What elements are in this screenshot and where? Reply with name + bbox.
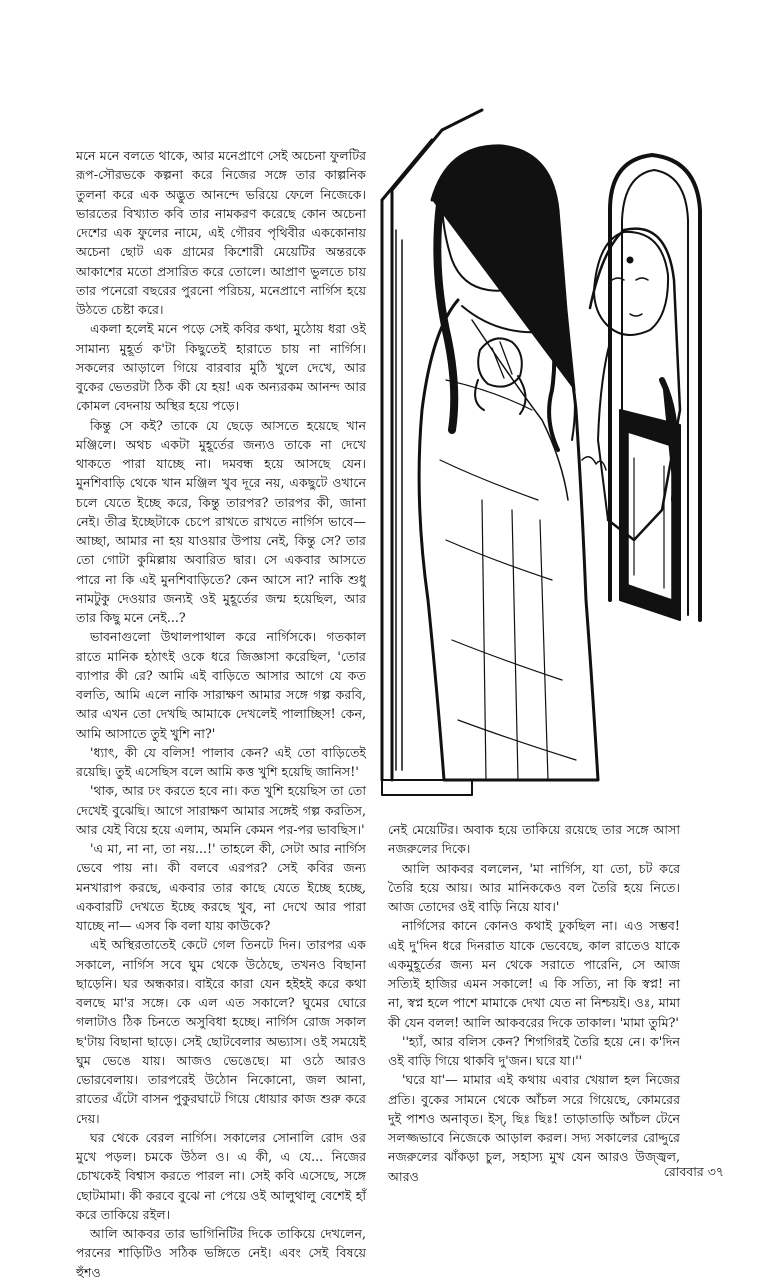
- paragraph: মনে মনে বলতে থাকে, আর মনেপ্রাণে সেই অচেনা ফুলটির রূপ-সৌরভকে কল্পনা করে নিজের সঙ্গে তার কাল্পনিক তুলনা করে এক অদ্ভুত আনন্দে ভরিয়ে ফেলে নিজেকে। ভারতের বিখ্যাত কবি তার নামকরণ করেছে কোন অচেনা দেশের এক ফুলের নামে, এই গৌরব পৃথিবীর এককোনায় অচেনা ছোট এক গ্রামের কিশোরী মেয়েটির অন্তরকে আকাশের মতো প্রসারিত করে তোলে। আপ্রাণ ভুলতে চায় তার পনেরো বছরের পুরনো পরিচয়, মনেপ্রাণে নার্গিস হয়ে উঠতে চেষ্টা করে।: [76, 148, 366, 317]
- paragraph: নেই মেয়েটির। অবাক হয়ে তাকিয়ে রয়েছে তার সঙ্গে আসা নজরুলের দিকে।: [388, 822, 680, 857]
- page-footer: রোববার ৩৭: [663, 1164, 724, 1179]
- right-text-column: [388, 820, 680, 1186]
- ink-illustration: [362, 80, 762, 810]
- paragraph: একলা হলেই মনে পড়ে সেই কবির কথা, মুঠোয় ধরা ওই সামান্য মুহূর্ত ক'টা কিছুতেই হারাতে চায় না নার্গিস। সকলের আড়ালে গিয়ে বারবার মুঠি খুলে দেখে, আর বুকের ভেতরটা ঠিক কী যে হয়! এক অন্যরকম আনন্দ আর কোমল বেদনায় অস্থির হয়ে পড়ে।: [76, 321, 366, 414]
- paragraph: আলি আকবর বললেন, 'মা নার্গিস, যা তো, চট করে তৈরি হয়ে আয়। আর মানিককেও বল তৈরি হয়ে নিতে। আজ তোদের ওই বাড়ি নিয়ে যাব।': [388, 860, 680, 914]
- paragraph: 'ঘরে যা'— মামার এই কথায় এবার খেয়াল হল নিজের প্রতি। বুকের সামনে থেকে আঁচল সরে গিয়েছে, কোমরের দুই পাশও অনাবৃত। ইস্, ছিঃ ছিঃ! তাড়াতাড়ি আঁচল টেনে সলজ্জভাবে নিজেকে আড়াল করল। সদ্য সকালের রোদ্দুরে নজরুলের ঝাঁকড়া চুল, সহাস্য মুখ যেন আরও উজ্জ্বল, আরও: [388, 1072, 680, 1184]
- paragraph: 'ধ্যাৎ, কী যে বলিস! পালাব কেন? এই তো বাড়িতেই রয়েছি। তুই এসেছিস বলে আমি কত্ত খুশি হয়েছি জানিস!': [76, 744, 366, 779]
- paragraph: ঘর থেকে বেরল নার্গিস। সকালের সোনালি রোদ ওর মুখে পড়ল। চমকে উঠল ও। এ কী, এ যে... নিজের চোখকেই বিশ্বাস করতে পারল না। সেই কবি এসেছে, সঙ্গে ছোটমামা। কী করবে বুঝে না পেয়ে ওই আলুথালু বেশেই হাঁ করে তাকিয়ে রইল।: [76, 1129, 366, 1222]
- paragraph: এই অস্থিরতাতেই কেটে গেল তিনটে দিন। তারপর এক সকালে, নার্গিস সবে ঘুম থেকে উঠেছে, তখনও বিছানা ছাড়েনি। ঘর অন্ধকার। বাইরে কারা যেন হইহই করে কথা বলছে মা'র সঙ্গে। কে এল এত সকালে? ঘুমের ঘোরে গলাটাও ঠিক চিনতে অসুবিধা হচ্ছে। নার্গিস রোজ সকাল ছ'টায় বিছানা ছাড়ে। সেই ছোটবেলার অভ্যাস। ওই সময়েই ঘুম ভেঙে যায়। আজও ভেঙেছে। মা ওঠে আরও ভোরবেলায়। তারপরেই উঠোন নিকোনো, জল আনা, রাতের এঁটো বাসন পুকুরঘাটে গিয়ে ধোয়ার কাজ শুরু করে দেয়।: [76, 937, 366, 1126]
- paragraph: ভাবনাগুলো উথালপাথাল করে নার্গিসকে। গতকাল রাতে মানিক হঠাৎই ওকে ধরে জিজ্ঞাসা করেছিল, 'তোর ব্যাপার কী রে? আমি এই বাড়িতে আসার আগে যে কত বলতি, আমি এলে নাকি সারাক্ষণ আমার সঙ্গে গল্প করবি, আর এখন তো দেখছি আমাকে দেখলেই পালাচ্ছিস! কেন, আমি আসাতে তুই খুশি না?': [76, 629, 366, 741]
- paragraph: নার্গিসের কানে কোনও কথাই ঢুকছিল না। এও সম্ভব! এই দু'দিন ধরে দিনরাত যাকে ভেবেছে, কাল রাতেও যাকে একমুহূর্তের জন্য মন থেকে সরাতে পারেনি, সে আজ সত্যিই হাজির এমন সকালে! এ কি সত্যি, না কি স্বপ্ন! না না, স্বপ্ন হলে পাশে মামাকে দেখা যেত না নিশ্চয়ই। ওঃ, মামা কী যেন বলল! আলি আকবরের দিকে তাকাল। 'মামা তুমি?': [388, 918, 680, 1030]
- older-woman: [594, 232, 668, 335]
- paragraph: আলি আকবর তার ভাগিনিটির দিকে তাকিয়ে দেখলেন, পরনের শাড়িটিও সঠিক ভঙ্গিতে নেই। এবং সেই বিষয়ে হুঁশও: [76, 1226, 366, 1280]
- paragraph: 'থাক, আর ঢং করতে হবে না। কত খুশি হয়েছিস তা তো দেখেই বুঝেছি। আগে সারাক্ষণ আমার সঙ্গেই গল্প করতিস, আর যেই বিয়ে হয়ে এলাম, অমনি কেমন পর-পর ভাবছিস।': [76, 783, 366, 837]
- paragraph: 'এ মা, না না, তা নয়...!' তাহলে কী, সেটা আর নার্গিস ভেবে পায় না। কী বলবে এরপর? সেই কবির জন্য মনখারাপ করছে, একবার তার কাছে যেতে ইচ্ছে হচ্ছে, একবারটি দেখতে ইচ্ছে করছে খুব, না দেখে আর পারা যাচ্ছে না— এসব কি বলা যায় কাউকে?: [76, 841, 366, 933]
- paragraph: ''হ্যাঁ, আর বলিস কেন? শিগগিরই তৈরি হয়ে নে। ক'দিন ওই বাড়ি গিয়ে থাকবি দু'জন। ঘরে যা।'': [388, 1033, 680, 1068]
- left-text-column: [76, 146, 366, 1282]
- paragraph: কিন্তু সে কই? তাকে যে ছেড়ে আসতে হয়েছে খান মঞ্জিলে। অথচ একটা মুহূর্তের জন্যও তাকে না দেখে থাকতে পারা যাচ্ছে না। দমবন্ধ হয়ে আসছে যেন। মুনশিবাড়ি থেকে খান মঞ্জিল খুব দূরে নয়, একছুটে ওখানে চলে যেতে ইচ্ছে করে, কিন্তু তারপর? তারপর কী, জানা নেই। তীব্র ইচ্ছেটাকে চেপে রাখতে রাখতে নার্গিস ভাবে— আচ্ছা, আমার না হয় যাওয়ার উপায় নেই, কিন্তু সে? তার তো গোটা কুমিল্লায় অবারিত দ্বার। সে একবার আসতে পারে না কি এই মুনশিবাড়িতে? কেন আসে না? নাকি শুধু নামটুকু দেওয়ার জন্যই ওই মুহূর্তের জন্ম হয়েছিল, আর তার কিছু মনে নেই...?: [76, 417, 366, 625]
